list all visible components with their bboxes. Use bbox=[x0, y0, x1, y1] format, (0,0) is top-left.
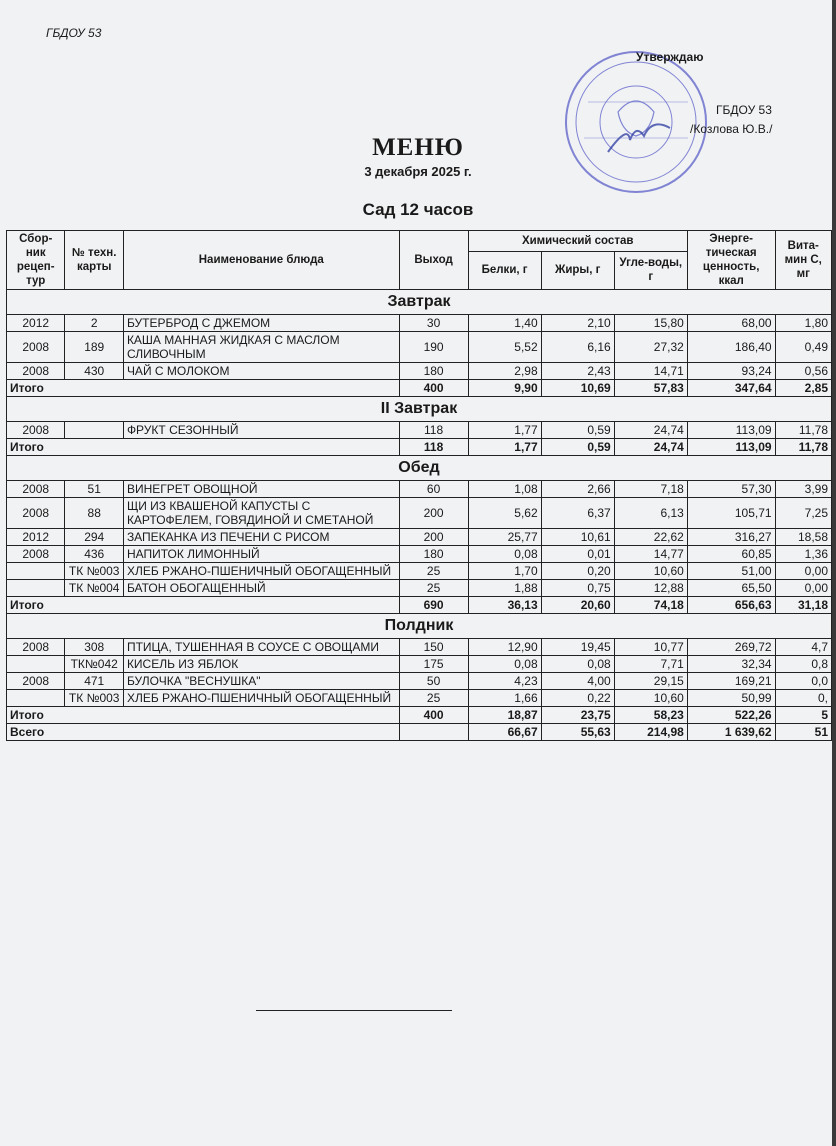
cell-yield: 25 bbox=[399, 580, 468, 597]
cell-carbs: 6,13 bbox=[614, 498, 687, 529]
cell-card: 189 bbox=[65, 332, 123, 363]
cell-protein: 0,08 bbox=[468, 656, 541, 673]
col-collection: Сбор-ник рецеп-тур bbox=[7, 231, 65, 290]
cell-dish: ХЛЕБ РЖАНО-ПШЕНИЧНЫЙ ОБОГАЩЕННЫЙ bbox=[123, 690, 399, 707]
table-row bbox=[7, 363, 832, 380]
total-yield: 690 bbox=[399, 597, 468, 614]
cell-vitamin: 0,00 bbox=[775, 580, 831, 597]
total-vitamin: 31,18 bbox=[775, 597, 831, 614]
cell-yield: 180 bbox=[399, 363, 468, 380]
cell-collection bbox=[7, 563, 65, 580]
cell-yield: 25 bbox=[399, 563, 468, 580]
cell-fat: 4,00 bbox=[541, 673, 614, 690]
total-protein: 18,87 bbox=[468, 707, 541, 724]
total-carbs: 74,18 bbox=[614, 597, 687, 614]
cell-protein: 12,90 bbox=[468, 639, 541, 656]
cell-energy: 32,34 bbox=[687, 656, 775, 673]
col-dish: Наименование блюда bbox=[123, 231, 399, 290]
total-fat: 0,59 bbox=[541, 439, 614, 456]
cell-dish: ЗАПЕКАНКА ИЗ ПЕЧЕНИ С РИСОМ bbox=[123, 529, 399, 546]
cell-collection bbox=[7, 580, 65, 597]
total-protein: 36,13 bbox=[468, 597, 541, 614]
cell-fat: 10,61 bbox=[541, 529, 614, 546]
cell-yield: 30 bbox=[399, 315, 468, 332]
grand-total-fat: 55,63 bbox=[541, 724, 614, 741]
cell-card: 471 bbox=[65, 673, 123, 690]
cell-dish: КАША МАННАЯ ЖИДКАЯ С МАСЛОМ СЛИВОЧНЫМ bbox=[123, 332, 399, 363]
cell-collection: 2008 bbox=[7, 498, 65, 529]
cell-collection: 2008 bbox=[7, 673, 65, 690]
cell-dish: ПТИЦА, ТУШЕННАЯ В СОУСЕ С ОВОЩАМИ bbox=[123, 639, 399, 656]
cell-fat: 6,37 bbox=[541, 498, 614, 529]
cell-energy: 186,40 bbox=[687, 332, 775, 363]
approve-name: /Козлова Ю.В./ bbox=[690, 122, 773, 136]
col-carbs: Угле-воды, г bbox=[614, 251, 687, 289]
cell-fat: 0,22 bbox=[541, 690, 614, 707]
cell-carbs: 22,62 bbox=[614, 529, 687, 546]
table-row bbox=[7, 580, 832, 597]
page-title: МЕНЮ bbox=[372, 134, 464, 161]
cell-vitamin: 0,00 bbox=[775, 563, 831, 580]
total-label: Итого bbox=[7, 380, 400, 397]
cell-protein: 5,52 bbox=[468, 332, 541, 363]
grand-total-label: Всего bbox=[7, 724, 400, 741]
section-header bbox=[7, 614, 832, 639]
cell-carbs: 14,71 bbox=[614, 363, 687, 380]
section-title: Обед bbox=[7, 456, 832, 481]
cell-collection: 2012 bbox=[7, 315, 65, 332]
cell-collection bbox=[7, 690, 65, 707]
total-energy: 113,09 bbox=[687, 439, 775, 456]
col-yield: Выход bbox=[399, 231, 468, 290]
cell-protein: 1,08 bbox=[468, 481, 541, 498]
cell-carbs: 27,32 bbox=[614, 332, 687, 363]
grand-total-yield bbox=[399, 724, 468, 741]
total-fat: 23,75 bbox=[541, 707, 614, 724]
cell-yield: 180 bbox=[399, 546, 468, 563]
cell-energy: 65,50 bbox=[687, 580, 775, 597]
cell-collection: 2008 bbox=[7, 332, 65, 363]
cell-vitamin: 0, bbox=[775, 690, 831, 707]
total-protein: 1,77 bbox=[468, 439, 541, 456]
cell-energy: 60,85 bbox=[687, 546, 775, 563]
cell-yield: 118 bbox=[399, 422, 468, 439]
cell-collection: 2008 bbox=[7, 639, 65, 656]
cell-vitamin: 0,8 bbox=[775, 656, 831, 673]
cell-protein: 2,98 bbox=[468, 363, 541, 380]
col-protein: Белки, г bbox=[468, 251, 541, 289]
menu-date: 3 декабря 2025 г. bbox=[364, 164, 472, 179]
cell-yield: 25 bbox=[399, 690, 468, 707]
cell-collection: 2008 bbox=[7, 481, 65, 498]
cell-collection: 2008 bbox=[7, 363, 65, 380]
total-label: Итого bbox=[7, 439, 400, 456]
cell-vitamin: 0,49 bbox=[775, 332, 831, 363]
cell-dish: НАПИТОК ЛИМОННЫЙ bbox=[123, 546, 399, 563]
cell-protein: 4,23 bbox=[468, 673, 541, 690]
grand-total-energy: 1 639,62 bbox=[687, 724, 775, 741]
cell-vitamin: 4,7 bbox=[775, 639, 831, 656]
cell-collection: 2008 bbox=[7, 422, 65, 439]
cell-carbs: 29,15 bbox=[614, 673, 687, 690]
cell-yield: 200 bbox=[399, 498, 468, 529]
cell-dish: ВИНЕГРЕТ ОВОЩНОЙ bbox=[123, 481, 399, 498]
cell-yield: 190 bbox=[399, 332, 468, 363]
cell-card: 436 bbox=[65, 546, 123, 563]
cell-energy: 105,71 bbox=[687, 498, 775, 529]
table-row bbox=[7, 332, 832, 363]
cell-card: ТК №003 bbox=[65, 690, 123, 707]
total-yield: 400 bbox=[399, 380, 468, 397]
approve-label: Утверждаю bbox=[636, 50, 704, 64]
cell-protein: 1,77 bbox=[468, 422, 541, 439]
total-row bbox=[7, 707, 832, 724]
total-yield: 400 bbox=[399, 707, 468, 724]
cell-card: 430 bbox=[65, 363, 123, 380]
cell-carbs: 24,74 bbox=[614, 422, 687, 439]
grand-total-vitamin: 51 bbox=[775, 724, 831, 741]
col-chem: Химический состав bbox=[468, 231, 687, 252]
table-row bbox=[7, 481, 832, 498]
cell-dish: ЧАЙ С МОЛОКОМ bbox=[123, 363, 399, 380]
section-title: Завтрак bbox=[7, 290, 832, 315]
cell-energy: 93,24 bbox=[687, 363, 775, 380]
total-carbs: 57,83 bbox=[614, 380, 687, 397]
cell-fat: 0,59 bbox=[541, 422, 614, 439]
cell-vitamin: 3,99 bbox=[775, 481, 831, 498]
cell-fat: 19,45 bbox=[541, 639, 614, 656]
table-row bbox=[7, 315, 832, 332]
section-header bbox=[7, 290, 832, 315]
total-vitamin: 5 bbox=[775, 707, 831, 724]
grand-total-row bbox=[7, 724, 832, 741]
cell-card: 294 bbox=[65, 529, 123, 546]
cell-vitamin: 7,25 bbox=[775, 498, 831, 529]
total-row bbox=[7, 439, 832, 456]
section-header bbox=[7, 456, 832, 481]
section-header bbox=[7, 397, 832, 422]
cell-card: 2 bbox=[65, 315, 123, 332]
approve-org: ГБДОУ 53 bbox=[716, 103, 772, 117]
cell-yield: 175 bbox=[399, 656, 468, 673]
menu-subtitle: Сад 12 часов bbox=[362, 200, 474, 219]
cell-dish: КИСЕЛЬ ИЗ ЯБЛОК bbox=[123, 656, 399, 673]
total-vitamin: 11,78 bbox=[775, 439, 831, 456]
cell-card: 51 bbox=[65, 481, 123, 498]
cell-carbs: 14,77 bbox=[614, 546, 687, 563]
total-protein: 9,90 bbox=[468, 380, 541, 397]
total-energy: 656,63 bbox=[687, 597, 775, 614]
cell-collection: 2008 bbox=[7, 546, 65, 563]
cell-protein: 25,77 bbox=[468, 529, 541, 546]
section-title: II Завтрак bbox=[7, 397, 832, 422]
cell-energy: 51,00 bbox=[687, 563, 775, 580]
cell-card bbox=[65, 422, 123, 439]
cell-protein: 1,40 bbox=[468, 315, 541, 332]
cell-carbs: 10,77 bbox=[614, 639, 687, 656]
cell-vitamin: 11,78 bbox=[775, 422, 831, 439]
cell-fat: 0,20 bbox=[541, 563, 614, 580]
cell-dish: БУЛОЧКА "ВЕСНУШКА" bbox=[123, 673, 399, 690]
cell-collection bbox=[7, 656, 65, 673]
cell-vitamin: 18,58 bbox=[775, 529, 831, 546]
cell-vitamin: 0,56 bbox=[775, 363, 831, 380]
col-card: № техн. карты bbox=[65, 231, 123, 290]
cell-card: ТК№042 bbox=[65, 656, 123, 673]
cell-dish: БУТЕРБРОД С ДЖЕМОМ bbox=[123, 315, 399, 332]
cell-vitamin: 0,0 bbox=[775, 673, 831, 690]
total-fat: 10,69 bbox=[541, 380, 614, 397]
total-energy: 347,64 bbox=[687, 380, 775, 397]
cell-energy: 316,27 bbox=[687, 529, 775, 546]
total-energy: 522,26 bbox=[687, 707, 775, 724]
table-row bbox=[7, 546, 832, 563]
cell-card: ТК №004 bbox=[65, 580, 123, 597]
cell-dish: ФРУКТ СЕЗОННЫЙ bbox=[123, 422, 399, 439]
col-energy: Энерге-тическая ценность, ккал bbox=[687, 231, 775, 290]
cell-energy: 269,72 bbox=[687, 639, 775, 656]
cell-carbs: 15,80 bbox=[614, 315, 687, 332]
table-row bbox=[7, 529, 832, 546]
table-row bbox=[7, 563, 832, 580]
grand-total-carbs: 214,98 bbox=[614, 724, 687, 741]
table-row bbox=[7, 690, 832, 707]
cell-yield: 150 bbox=[399, 639, 468, 656]
total-label: Итого bbox=[7, 597, 400, 614]
cell-card: ТК №003 bbox=[65, 563, 123, 580]
total-fat: 20,60 bbox=[541, 597, 614, 614]
table-row bbox=[7, 498, 832, 529]
table-row bbox=[7, 656, 832, 673]
total-carbs: 58,23 bbox=[614, 707, 687, 724]
cell-energy: 68,00 bbox=[687, 315, 775, 332]
cell-fat: 2,43 bbox=[541, 363, 614, 380]
cell-protein: 0,08 bbox=[468, 546, 541, 563]
section-title: Полдник bbox=[7, 614, 832, 639]
cell-fat: 6,16 bbox=[541, 332, 614, 363]
cell-collection: 2012 bbox=[7, 529, 65, 546]
table-row bbox=[7, 639, 832, 656]
cell-energy: 50,99 bbox=[687, 690, 775, 707]
table-row bbox=[7, 422, 832, 439]
cell-card: 88 bbox=[65, 498, 123, 529]
col-fat: Жиры, г bbox=[541, 251, 614, 289]
cell-yield: 50 bbox=[399, 673, 468, 690]
cell-carbs: 12,88 bbox=[614, 580, 687, 597]
cell-dish: ЩИ ИЗ КВАШЕНОЙ КАПУСТЫ С КАРТОФЕЛЕМ, ГОВЯДИНОЙ И СМЕТАНОЙ bbox=[123, 498, 399, 529]
cell-protein: 1,70 bbox=[468, 563, 541, 580]
cell-fat: 0,75 bbox=[541, 580, 614, 597]
cell-dish: БАТОН ОБОГАЩЕННЫЙ bbox=[123, 580, 399, 597]
table-row bbox=[7, 673, 832, 690]
cell-yield: 60 bbox=[399, 481, 468, 498]
total-carbs: 24,74 bbox=[614, 439, 687, 456]
cell-carbs: 10,60 bbox=[614, 690, 687, 707]
cell-carbs: 7,18 bbox=[614, 481, 687, 498]
cell-fat: 0,01 bbox=[541, 546, 614, 563]
signature-line bbox=[256, 1010, 452, 1011]
cell-energy: 169,21 bbox=[687, 673, 775, 690]
cell-protein: 1,88 bbox=[468, 580, 541, 597]
cell-vitamin: 1,36 bbox=[775, 546, 831, 563]
total-row bbox=[7, 597, 832, 614]
cell-dish: ХЛЕБ РЖАНО-ПШЕНИЧНЫЙ ОБОГАЩЕННЫЙ bbox=[123, 563, 399, 580]
cell-card: 308 bbox=[65, 639, 123, 656]
cell-yield: 200 bbox=[399, 529, 468, 546]
cell-fat: 2,66 bbox=[541, 481, 614, 498]
cell-fat: 2,10 bbox=[541, 315, 614, 332]
cell-vitamin: 1,80 bbox=[775, 315, 831, 332]
grand-total-protein: 66,67 bbox=[468, 724, 541, 741]
col-vitamin: Вита-мин С, мг bbox=[775, 231, 831, 290]
cell-protein: 1,66 bbox=[468, 690, 541, 707]
cell-carbs: 10,60 bbox=[614, 563, 687, 580]
total-row bbox=[7, 380, 832, 397]
cell-energy: 113,09 bbox=[687, 422, 775, 439]
total-label: Итого bbox=[7, 707, 400, 724]
cell-energy: 57,30 bbox=[687, 481, 775, 498]
total-vitamin: 2,85 bbox=[775, 380, 831, 397]
cell-fat: 0,08 bbox=[541, 656, 614, 673]
total-yield: 118 bbox=[399, 439, 468, 456]
org-name: ГБДОУ 53 bbox=[46, 26, 102, 40]
cell-protein: 5,62 bbox=[468, 498, 541, 529]
menu-table bbox=[6, 230, 832, 741]
cell-carbs: 7,71 bbox=[614, 656, 687, 673]
